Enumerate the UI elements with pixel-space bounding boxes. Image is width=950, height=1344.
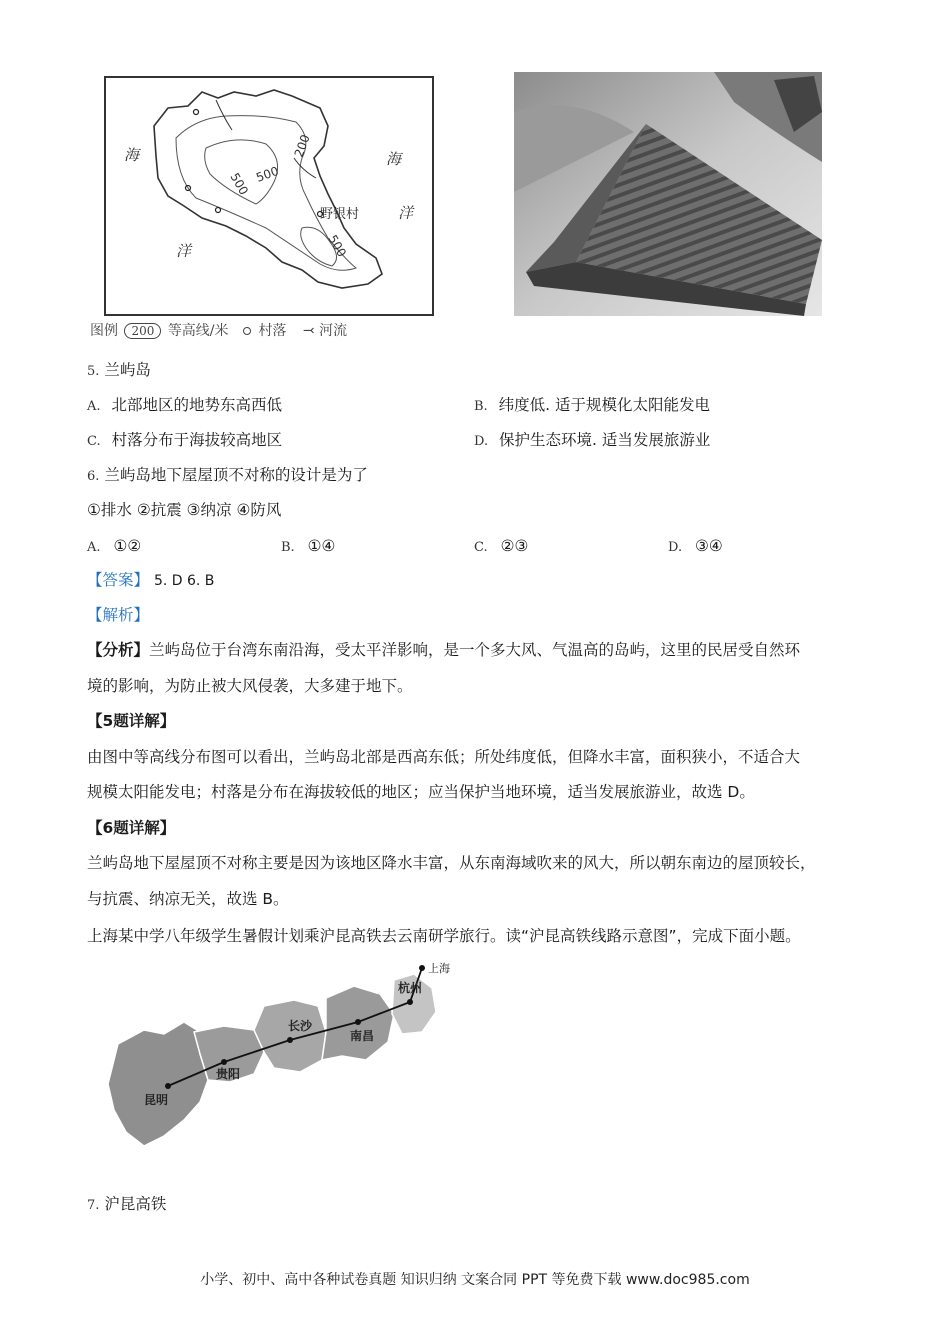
question-6-stem (87, 465, 368, 487)
roof-photo (514, 72, 822, 316)
option-text: ②③ (500, 537, 529, 555)
option-text: 村落分布于海拔较高地区 (111, 431, 283, 449)
city-label-shanghai: 上海 (428, 962, 450, 975)
option-letter: C. (87, 434, 101, 449)
q5-option-d[interactable] (474, 430, 710, 452)
option-letter: C. (474, 540, 488, 555)
city-label-hangzhou: 杭州 (398, 981, 423, 995)
city-dot-changsha (287, 1037, 293, 1043)
contour-map-svg (106, 78, 432, 314)
city-label-kunming: 昆明 (144, 1093, 169, 1107)
contour-label: 500 (325, 232, 349, 260)
sea-label: 海 (386, 150, 402, 168)
q5-option-a[interactable] (87, 395, 282, 417)
roof-photo-svg (514, 72, 822, 316)
river-line (216, 100, 232, 130)
answer-line (87, 570, 214, 591)
village-label: 野银村 (320, 207, 360, 222)
legend-village-text: 村落 (258, 323, 287, 339)
option-letter: D. (474, 434, 489, 449)
q6-detail-line2: 与抗震、纳凉无关，故选 B。 (87, 890, 289, 908)
page-footer: 小学、初中、高中各种试卷真题 知识归纳 文案合同 PPT 等免费下载 www.doc985.com (200, 1272, 750, 1288)
q6-detail-label: 【6题详解】 (87, 819, 176, 837)
question-number: 5. (87, 364, 100, 379)
city-dot-guiyang (221, 1059, 227, 1065)
option-text: 纬度低. 适于规模化太阳能发电 (498, 396, 710, 414)
province-hunan (254, 1000, 326, 1072)
legend-village-icon (243, 327, 251, 335)
contour-map (104, 76, 434, 316)
q5-detail-label: 【5题详解】 (87, 712, 176, 730)
city-label-nanchang: 南昌 (350, 1029, 375, 1043)
question-text: 兰屿岛 (104, 361, 151, 379)
option-text: ①② (113, 537, 142, 555)
q6-option-b[interactable] (281, 536, 335, 558)
fenxi-label: 【分析】 (87, 641, 150, 659)
legend-contour-symbol: 200 (124, 323, 161, 339)
city-dot-nanchang (355, 1019, 361, 1025)
analysis-fenxi-line1 (87, 640, 800, 660)
city-label-changsha: 长沙 (288, 1019, 313, 1033)
map-legend (90, 320, 470, 342)
sea-label: 海 (124, 146, 140, 164)
village-dot (194, 110, 199, 115)
q6-option-a[interactable] (87, 536, 141, 558)
q5-detail-line2: 规模太阳能发电；村落是分布在海拔较低的地区；应当保护当地环境，适当发展旅游业，故选 D。 (87, 783, 755, 801)
q5-option-c[interactable] (87, 430, 282, 452)
contour-label: 200 (291, 132, 313, 160)
option-letter: A. (87, 540, 101, 555)
analysis-label: 【解析】 (87, 606, 150, 624)
city-label-guiyang: 贵阳 (216, 1067, 241, 1081)
question-5-stem (87, 360, 151, 382)
legend-contour-text: 等高线/米 (167, 323, 229, 339)
question-number: 7. (87, 1198, 100, 1213)
sea-label: 洋 (176, 242, 192, 260)
sea-label: 洋 (398, 204, 414, 222)
question-text: 兰屿岛地下屋屋顶不对称的设计是为了 (104, 466, 368, 484)
option-letter: D. (668, 540, 683, 555)
legend-river-icon: ⤙ (302, 323, 315, 339)
option-letter: A. (87, 399, 101, 414)
village-dot (216, 208, 221, 213)
legend-title: 图例 (90, 323, 118, 339)
q5-detail-line1: 由图中等高线分布图可以看出，兰屿岛北部是西高东低；所处纬度低，但降水丰富，面积狭小，不适合大 (87, 748, 801, 766)
option-text: 北部地区的地势东高西低 (111, 396, 282, 414)
question-number: 6. (87, 469, 100, 484)
q6-option-c[interactable] (474, 536, 528, 558)
river-line (294, 158, 316, 178)
q5-option-b[interactable] (474, 395, 710, 417)
question-6-items: ①排水 ②抗震 ③纳凉 ④防风 (87, 501, 282, 519)
city-dot-shanghai (419, 965, 425, 971)
option-letter: B. (281, 540, 295, 555)
contour-line (176, 116, 356, 271)
question-text: 沪昆高铁 (104, 1195, 167, 1213)
fenxi-text: 兰屿岛位于台湾东南沿海，受太平洋影响，是一个多大风、气温高的岛屿，这里的民居受自然环 (149, 641, 801, 659)
q6-detail-line1: 兰屿岛地下屋屋顶不对称主要是因为该地区降水丰富，从东南海域吹来的风大，所以朝东南边的屋顶较长， (87, 854, 816, 872)
rail-map-svg (104, 960, 464, 1152)
contour-label: 500 (254, 163, 281, 185)
option-text: ①④ (307, 537, 336, 555)
intro-paragraph: 上海某中学八年级学生暑假计划乘沪昆高铁去云南研学旅行。读“沪昆高铁线路示意图”，完成下面小题。 (87, 927, 801, 945)
option-text: 保护生态环境. 适当发展旅游业 (499, 431, 711, 449)
answer-text: 5. D 6. B (153, 573, 215, 589)
legend-river-text: 河流 (319, 323, 348, 339)
answer-label: 【答案】 (87, 571, 150, 589)
option-text: ③④ (695, 537, 723, 555)
contour-label: 500 (227, 170, 251, 198)
rail-map (104, 960, 464, 1152)
city-dot-kunming (165, 1083, 171, 1089)
city-dot-hangzhou (407, 999, 413, 1005)
option-letter: B. (474, 399, 488, 414)
question-7-stem (87, 1194, 166, 1216)
province-yunnan (108, 1022, 208, 1146)
q6-option-d[interactable] (668, 536, 723, 558)
analysis-fenxi-line2: 境的影响，为防止被大风侵袭，大多建于地下。 (87, 677, 413, 695)
